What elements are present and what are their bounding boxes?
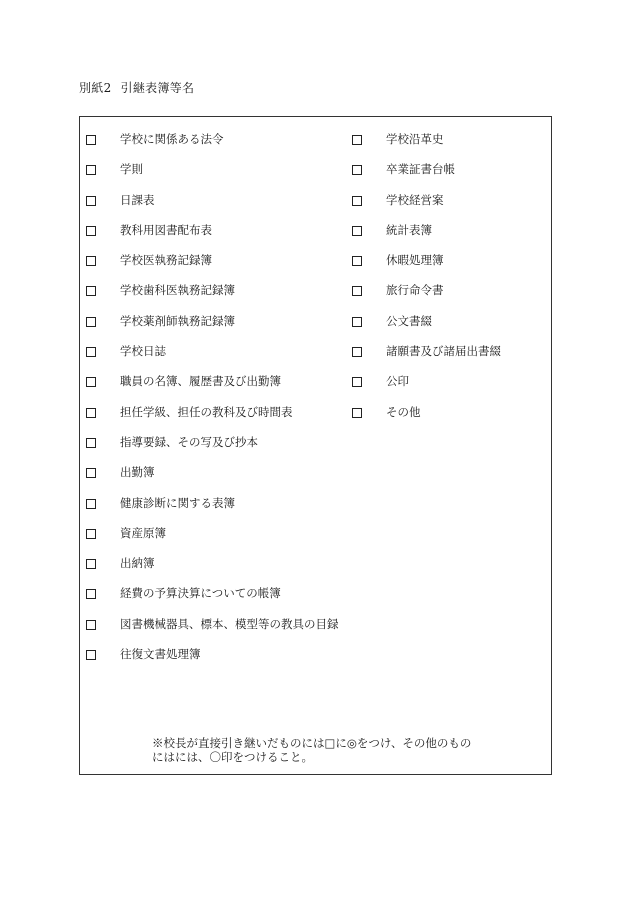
item-label: 指導要録、その写及び抄本 — [120, 434, 258, 449]
list-item — [352, 253, 548, 283]
item-label: 学校経営案 — [386, 192, 444, 207]
list-item — [86, 253, 356, 283]
list-item — [352, 314, 548, 344]
list-item — [86, 374, 356, 404]
item-label: 学校歯科医執務記録簿 — [120, 283, 235, 298]
list-item — [352, 405, 548, 435]
list-item — [86, 526, 356, 556]
list-item — [86, 556, 356, 586]
list-item — [86, 617, 356, 647]
item-label: 学校日誌 — [120, 344, 166, 359]
item-label: 学則 — [120, 162, 143, 177]
checkbox[interactable] — [86, 438, 96, 448]
checkbox[interactable] — [352, 317, 362, 327]
item-label: 休暇処理簿 — [386, 253, 444, 268]
item-label: その他 — [386, 404, 421, 419]
item-label: 学校薬剤師執務記録簿 — [120, 313, 235, 328]
list-item — [86, 435, 356, 465]
item-label: 出納簿 — [120, 556, 155, 571]
item-label: 健康診断に関する表簿 — [120, 495, 235, 510]
checkbox[interactable] — [86, 347, 96, 357]
list-item — [86, 223, 356, 253]
checkbox[interactable] — [86, 620, 96, 630]
list-item — [352, 374, 548, 404]
list-item — [86, 647, 356, 677]
item-label: 往復文書処理簿 — [120, 647, 201, 662]
item-label: 資産原簿 — [120, 525, 166, 540]
list-item — [86, 193, 356, 223]
left-item-list — [86, 132, 356, 677]
checkbox[interactable] — [352, 286, 362, 296]
checkbox[interactable] — [86, 499, 96, 509]
note-line-2: にはには、〇印をつけること。 — [152, 750, 313, 764]
list-item — [86, 405, 356, 435]
list-title: 引継表簿等名 — [120, 81, 195, 95]
item-label: 図書機械器具、標本、模型等の教具の目録 — [120, 616, 339, 631]
list-item — [86, 465, 356, 495]
item-label: 学校沿革史 — [386, 132, 444, 146]
appendix-label: 別紙2 — [79, 81, 112, 95]
checkbox[interactable] — [86, 135, 96, 145]
handover-list-box — [79, 116, 552, 775]
list-item — [352, 132, 548, 162]
checkbox[interactable] — [86, 226, 96, 236]
list-item — [86, 344, 356, 374]
checkbox[interactable] — [352, 377, 362, 387]
note-line-1: ※校長が直接引き継いだものには□に◎をつけ、その他のもの — [152, 736, 472, 750]
list-item — [86, 283, 356, 313]
list-item — [86, 586, 356, 616]
item-label: 公文書綴 — [386, 313, 432, 328]
document-title — [79, 79, 194, 96]
list-item — [352, 344, 548, 374]
checkbox[interactable] — [86, 650, 96, 660]
item-label: 公印 — [386, 374, 409, 389]
list-item — [352, 223, 548, 253]
checkbox[interactable] — [86, 256, 96, 266]
item-label: 教科用図書配布表 — [120, 222, 212, 237]
item-label: 卒業証書台帳 — [386, 162, 455, 177]
item-label: 日課表 — [120, 192, 155, 207]
checkbox[interactable] — [86, 165, 96, 175]
list-item — [86, 132, 356, 162]
list-item — [86, 162, 356, 192]
item-label: 職員の名簿、履歴書及び出勤簿 — [120, 374, 281, 389]
checkbox[interactable] — [86, 286, 96, 296]
checkbox[interactable] — [86, 559, 96, 569]
list-item — [352, 162, 548, 192]
list-item — [86, 496, 356, 526]
checkbox[interactable] — [86, 589, 96, 599]
item-label: 旅行命令書 — [386, 283, 444, 298]
item-label: 出勤簿 — [120, 465, 155, 480]
list-item — [86, 314, 356, 344]
item-label: 学校に関係ある法令 — [120, 132, 224, 146]
item-label: 諸願書及び諸届出書綴 — [386, 344, 501, 359]
checkbox[interactable] — [86, 468, 96, 478]
checkbox[interactable] — [352, 408, 362, 418]
checkbox[interactable] — [352, 226, 362, 236]
list-item — [352, 193, 548, 223]
instruction-note — [152, 736, 542, 764]
checkbox[interactable] — [352, 347, 362, 357]
item-label: 担任学級、担任の教科及び時間表 — [120, 404, 293, 419]
item-label: 経費の予算決算についての帳簿 — [120, 586, 281, 601]
item-label: 学校医執務記録簿 — [120, 253, 212, 268]
checkbox[interactable] — [86, 317, 96, 327]
checkbox[interactable] — [352, 165, 362, 175]
checkbox[interactable] — [352, 256, 362, 266]
checkbox[interactable] — [86, 529, 96, 539]
item-label: 統計表簿 — [386, 222, 432, 237]
checkbox[interactable] — [86, 196, 96, 206]
checkbox[interactable] — [352, 196, 362, 206]
checkbox[interactable] — [86, 377, 96, 387]
list-item — [352, 283, 548, 313]
checkbox[interactable] — [352, 135, 362, 145]
checkbox[interactable] — [86, 408, 96, 418]
right-item-list — [352, 132, 548, 435]
